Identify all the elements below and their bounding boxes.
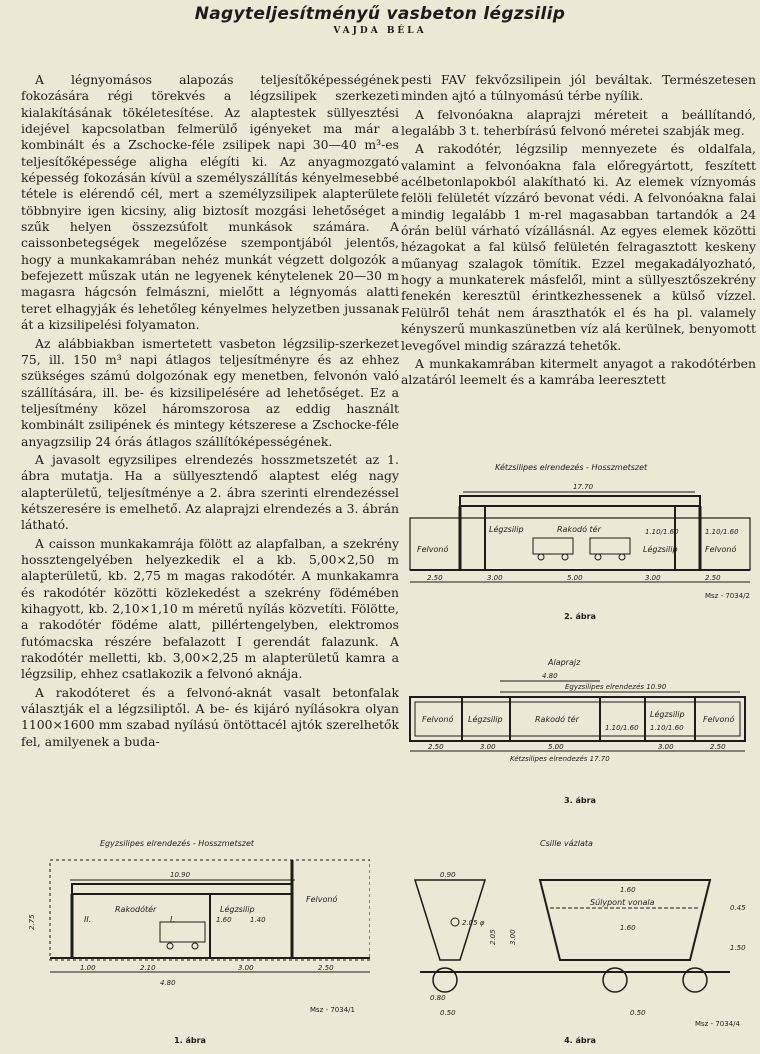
- figure-3-label: Felvonó: [422, 715, 454, 724]
- figure-3-title: Alaprajz: [548, 658, 581, 667]
- figure-4-radius: 2.05 φ: [462, 919, 485, 927]
- figure-3-caption: 3. ábra: [564, 796, 596, 805]
- paragraph: A javasolt egyzsilipes elrendezés hosszmetszetét az 1. ábra mutatja. Ha a süllyesztendő alaptest elég nagy alapterületű, teljesítménye a 2. ábra szerinti elrendezéssel kétszeresére is emelhető. Az alaprajzi elrendezés a 3. ábrán látható.: [21, 451, 399, 533]
- figure-3-label: Légzsilip: [650, 710, 685, 719]
- paragraph: A légnyomásos alapozás teljesítőképességének fokozására régi törekvés a légzsilipek szerkezeti kialakításának tökéletesítése. Az alaptestek süllyesztési idejével kapcsolatban felmerülő igényeket ma már a kombinált és a Zschocke-féle zsilipek napi 30—40 m³-es teljesítőképessége aligha elégíti ki. Az anyagmozgató képesség fokozásán kívül a személyszállítás kényelmesebbé tétele is elérendő cél, mert a személyzsilipek alapterülete többnyire igen kicsiny, alig biztosít mozgási lehetőséget a szűk helyen összezsúfolt munkások számára. A caissonbetegségek megelőzése szempontjából jelentős, hogy a munkakamrában nehéz munkát végzett dolgozók a befejezett műszak után ne legyenek kénytelenek 20—30 m magasra hágcsón felmászni, mielőtt a légnyomás alatti teret elhagyják és lehetőleg kényelmes helyzetben jussanak át a kizsilipelési folyamaton.: [21, 72, 399, 333]
- figure-3: [400, 655, 755, 765]
- figure-1-dim: 3.00: [238, 964, 254, 972]
- figure-4-dim: 1.60: [620, 924, 636, 932]
- article-title: Nagyteljesítményű vasbeton légzsilip: [194, 4, 566, 24]
- figure-4-dim: 0.90: [440, 871, 456, 879]
- paragraph: A rakodóteret és a felvonó-aknát vasalt betonfalak választják el a légzsiliptől. A be- és kijáró nyílásokra olyan 1100×1600 mm szabad nyílású öntöttacél ajtók szerelhetők fel, amilyenek a buda-: [21, 684, 399, 749]
- figure-2-dim: 5.00: [567, 574, 583, 582]
- figure-2-label: Felvonó: [417, 545, 449, 554]
- figure-3-label: Felvonó: [703, 715, 735, 724]
- paragraph: A rakodótér, légzsilip mennyezete és oldalfala, valamint a felvonóakna fala előregyártott, feszített acélbetonlapokból alakítható ki. Az elemek víznyomás felöli felületét vízzáró bevonat védi. A felvonóakna falai mindig legalább 1 m-rel magasabban tartandók a 24 órán belül várható vízállásnál. Az egyes elemek közötti hézagokat a fal külső felületén felragasztott keskeny műanyag szalagok tömítik. Ezzel megakadályozható, hogy a munkaterek másfelől, mint a süllyesztőszekrény fenekén keresztül érintkezhessenek a külső vízzel. Felülről tehát nem áraszthatók el és ha pl. valamely kényszerű munkaszünetben víz alá kerülnek, benyomott levegővel mindig szárazzá tehetők.: [401, 141, 756, 353]
- article-author: VAJDA BÉLA: [333, 26, 427, 36]
- figure-1-dim-total: 10.90: [170, 871, 191, 879]
- figure-1-label: I.: [170, 915, 175, 924]
- figure-2-dim: 1.10/1.60: [645, 528, 679, 536]
- text-column-right: [401, 72, 756, 412]
- figure-1-dim: 1.00: [80, 964, 96, 972]
- figure-4: [400, 830, 755, 1030]
- figure-1-caption: 1. ábra: [174, 1036, 206, 1045]
- paragraph: Az alábbiakban ismertetett vasbeton légzsilip-szerkezet 75, ill. 150 m³ napi átlagos teljesítményre és az ehhez szükséges számú dolgozónak egy menetben, felvonón való szállítására, ill. be- és kizsilipelésére ad lehetőséget. Ez a teljesítmény közel háromszorosa az eddig használt kombinált zsilipének és mintegy kétszerese a Zschocke-féle anyagzsilip 24 órás átlagos szállítóképességének.: [21, 335, 399, 449]
- text-column-left: [21, 72, 399, 812]
- figure-3-dim: 4.80: [542, 672, 558, 680]
- figure-3-dim: 1.10/1.60: [605, 724, 639, 732]
- figure-2: [405, 460, 755, 610]
- figure-2-label: Légzsilip: [643, 545, 678, 554]
- figure-1-label: Légzsilip: [220, 905, 255, 914]
- figure-1-dim: 1.60: [216, 916, 232, 924]
- figure-2-dim: 3.00: [487, 574, 503, 582]
- figure-3-dim: 3.00: [658, 743, 674, 751]
- figure-2-label: Légzsilip: [489, 525, 524, 534]
- figure-2-dim: 2.50: [427, 574, 443, 582]
- figure-4-dim: 0.50: [630, 1009, 646, 1017]
- figure-2-label: Rakodó tér: [557, 525, 601, 534]
- figure-4-code: Msz - 7034/4: [695, 1020, 740, 1028]
- figure-2-caption: 2. ábra: [564, 612, 596, 621]
- figure-4-dim: 0.45: [730, 904, 746, 912]
- figure-4-dim: 0.80: [430, 994, 446, 1002]
- figure-3-label: Légzsilip: [468, 715, 503, 724]
- figure-1-dim: 2.75: [28, 914, 36, 930]
- figure-3-dim: 1.10/1.60: [650, 724, 684, 732]
- figure-4-label: Súlypont vonala: [590, 898, 655, 907]
- paragraph: A caisson munkakamrája fölött az alapfalban, a szekrény hossztengelyében helyezkedik el a kb. 5,00×2,50 m alapterületű, kb. 2,75 m magas rakodótér. A munkakamra és rakodótér közötti közlekedést a szekrény födémében kihagyott, kb. 2,10×1,10 m méretű nyílás közvetíti. Fölötte, a rakodótér födéme alatt, pillértengelyben, elektromos futómacska részére befalazott I gerendát falazunk. A rakodótér melletti, kb. 3,00×2,25 m alapterületű kamra a légzsilip, ehhez csatlakozik a felvonó aknája.: [21, 535, 399, 682]
- figure-4-title: Csille vázlata: [540, 839, 593, 848]
- figure-1-dim: 2.10: [140, 964, 156, 972]
- paragraph: pesti FAV fekvőzsilipein jól beváltak. Természetesen minden ajtó a túlnyomású térbe nyílik.: [401, 72, 756, 104]
- figure-3-label: Rakodó tér: [535, 715, 579, 724]
- figure-1-dim: 4.80: [160, 979, 176, 987]
- figure-1-code: Msz - 7034/1: [310, 1006, 355, 1014]
- figure-3-dim: 2.50: [428, 743, 444, 751]
- figure-2-dim: 1.10/1.60: [705, 528, 739, 536]
- figure-4-dim: 3.00: [509, 929, 517, 945]
- figure-1-label: Felvonó: [306, 895, 338, 904]
- figure-2-title: Kétzsilipes elrendezés - Hosszmetszet: [495, 463, 648, 472]
- figure-1-label: Rakodótér: [115, 905, 157, 914]
- figure-3-dim: Egyzsilipes elrendezés 10.90: [565, 683, 667, 691]
- figure-4-dim: 1.50: [730, 944, 746, 952]
- figure-4-dim: 1.60: [620, 886, 636, 894]
- figure-4-caption: 4. ábra: [564, 1036, 596, 1045]
- figure-1-title: Egyzsilipes elrendezés - Hosszmetszet: [100, 839, 255, 848]
- figure-3-dim: 5.00: [548, 743, 564, 751]
- figure-1-dim: 2.50: [318, 964, 334, 972]
- figure-2-dim: 3.00: [645, 574, 661, 582]
- paragraph: A munkakamrában kitermelt anyagot a rakodótérben alzatáról leemelt és a kamrába leeresztett: [401, 355, 756, 388]
- figure-3-dim: 3.00: [480, 743, 496, 751]
- figure-1: [20, 830, 370, 1030]
- figure-1-label: II.: [84, 915, 92, 924]
- paragraph: A felvonóakna alaprajzi méreteit a beállítandó, legalább 3 t. teherbírású felvonó méretei szabják meg.: [401, 106, 756, 139]
- figure-4-dim: 2.05: [489, 929, 497, 945]
- figure-3-dim-total: Kétzsilipes elrendezés 17.70: [510, 755, 610, 763]
- figure-2-dim-total: 17.70: [573, 483, 594, 491]
- figure-2-dim: 2.50: [705, 574, 721, 582]
- figure-1-dim: 1.40: [250, 916, 266, 924]
- figure-3-dim: 2.50: [710, 743, 726, 751]
- figure-2-code: Msz - 7034/2: [705, 592, 750, 600]
- figure-2-label: Felvonó: [705, 545, 737, 554]
- figure-4-dim: 0.50: [440, 1009, 456, 1017]
